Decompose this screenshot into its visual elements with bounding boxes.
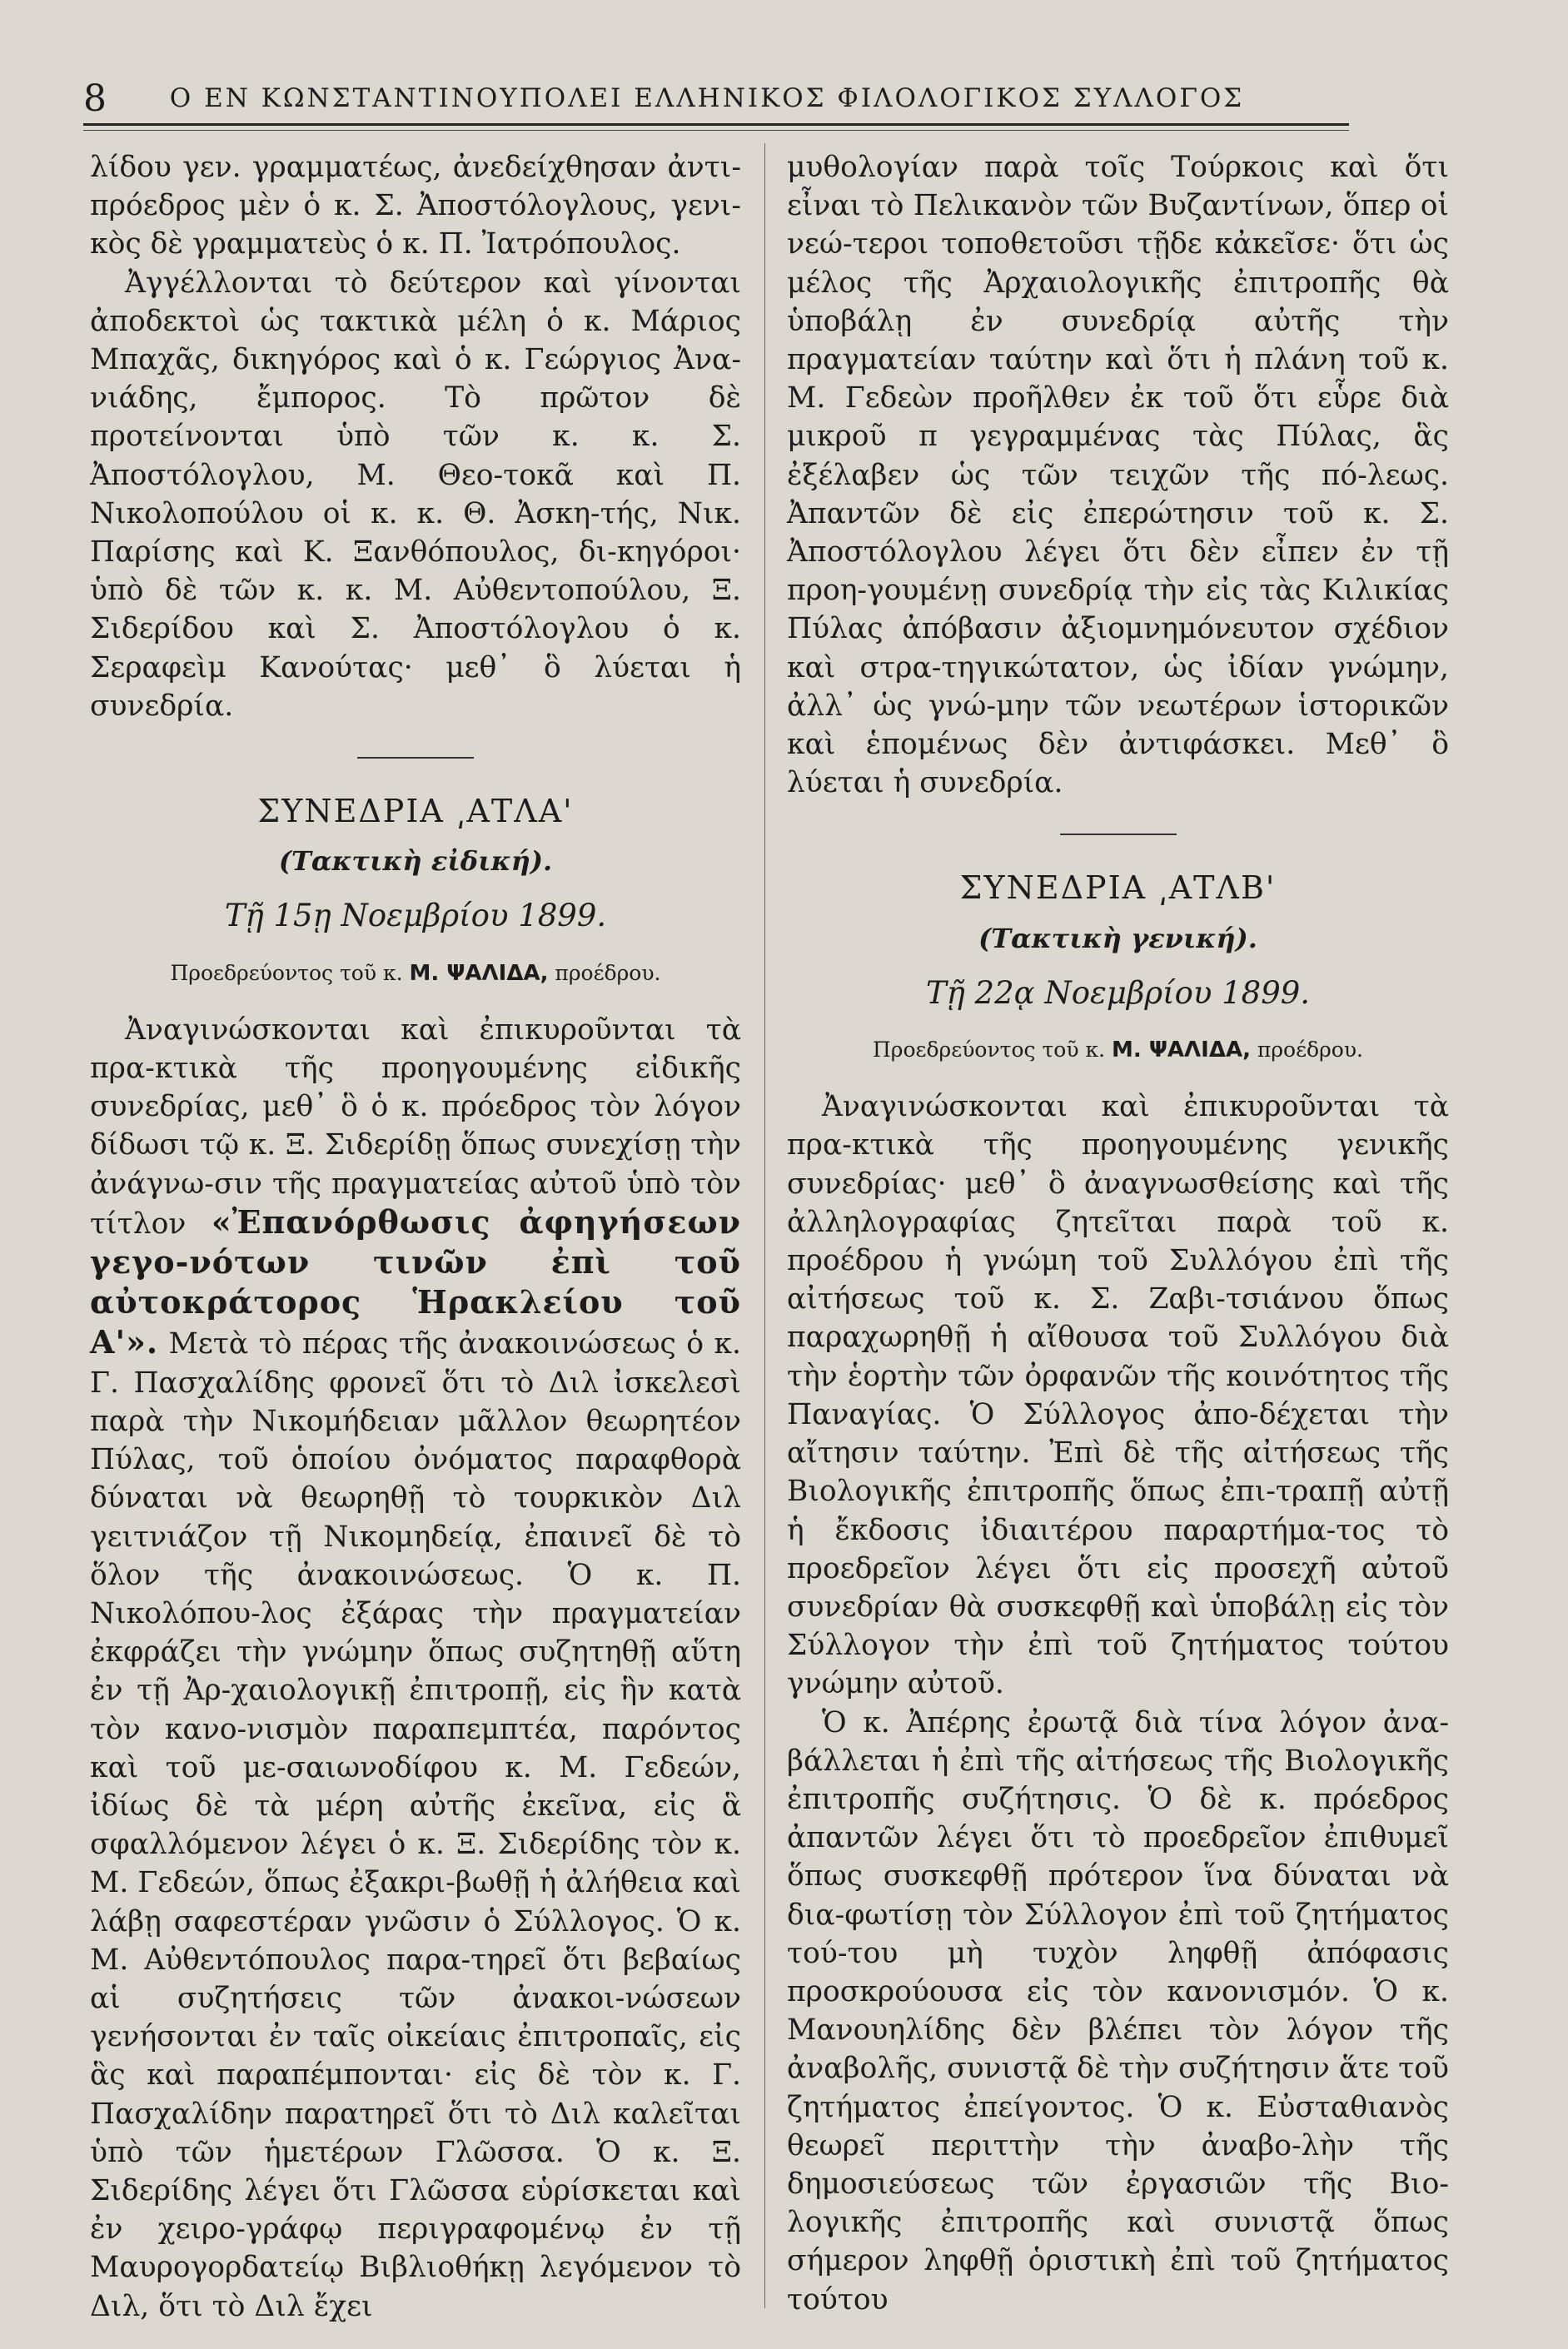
left-paragraph-1: λίδου γεν. γραμματέως, ἀνεδείχθησαν ἀντι-πρόεδρος μὲν ὁ κ. Σ. Ἀποστόλογλους, γενι-κὸς δὲ γραμματεὺς ὁ κ. Π. Ἰατρόπουλος. [90,151,741,261]
session-type: (Τακτικὴ εἰδική). [278,845,553,878]
chair-name: Μ. ΨΑΛΙΔΑ, [409,960,549,986]
chair-suffix: προέδρου. [1257,1038,1363,1063]
session-chair [90,954,741,993]
section-divider [1060,834,1177,835]
chair-name: Μ. ΨΑΛΙΔΑ, [1112,1038,1251,1063]
session-title: ΣΥΝΕΔΡΙΑ ͵ΑΤΛΒ' [959,869,1277,907]
session-type: (Τακτικὴ γενική). [978,922,1257,954]
page-header [83,73,1341,123]
left-column [90,148,741,2326]
chair-prefix: Προεδρεύοντος τοῦ κ. [873,1038,1106,1063]
right-paragraph-1: μυθολογίαν παρὰ τοῖς Τούρκοις καὶ ὅτι εἶναι τὸ Πελικανὸν τῶν Βυζαντίνων, ὅπερ οἱ νεώ-τεροι τοποθετοῦσι τῇδε κἀκεῖσε· ὅτι ὡς μέλος τῆς Ἀρχαιολογικῆς ἐπιτροπῆς θὰ ὑποβάλῃ ἐν συνεδρίᾳ αὐτῆς τὴν πραγματείαν ταύτην καὶ ὅτι ἡ πλάνη τοῦ κ. Μ. Γεδεὼν προῆλθεν ἐκ τοῦ ὅτι εὗρε διὰ μικροῦ π γεγραμμένας τὰς Πύλας, ἃς ἐξέλαβεν ὡς τῶν τειχῶν τῆς πό-λεως. Ἀπαντῶν δὲ εἰς ἐπερώτησιν τοῦ κ. Σ. Ἀποστόλογλου λέγει ὅτι δὲν εἶπεν ἐν τῇ προη-γουμένῃ συνεδρίᾳ τὴν εἰς τὰς Κιλικίας Πύλας ἀπόβασιν ἀξιομνημόνευτον σχέδιον καὶ στρα-τηγικώτατον, ὡς ἰδίαν γνώμην, ἀλλ᾽ ὡς γνώ-μην τῶν νεωτέρων ἱστορικῶν καὶ ἑπομένως δὲν ἀντιφάσκει. Μεθ᾽ ὃ λύεται ἡ συνεδρία. [787,151,1449,800]
header-rule [83,123,1349,126]
lecture-title: «Ἐπανόρθωσις ἀφηγήσεων γεγο-νότων τινῶν ἐπὶ τοῦ αὐτοκράτορος Ἡρακλείου τοῦ Α'». [90,1202,741,1361]
chair-prefix: Προεδρεύοντος τοῦ κ. [170,960,403,985]
session-title: ΣΥΝΕΔΡΙΑ ͵ΑΤΛΑ' [257,793,574,830]
column-divider [764,143,765,2308]
session-date: Τῇ 22ᾳ Νοεμβρίου 1899. [925,974,1311,1011]
left-paragraph-2: Ἀγγέλλονται τὸ δεύτερον καὶ γίνονται ἀποδεκτοὶ ὡς τακτικὰ μέλη ὁ κ. Μάριος Μπαχᾶς, δικηγόρος καὶ ὁ κ. Γεώργιος Ἀνα-νιάδης, ἔμπορος. Τὸ πρῶτον δὲ προτείνονται ὑπὸ τῶν κ. κ. Σ. Ἀποστόλογλου, Μ. Θεο-τοκᾶ καὶ Π. Νικολοπούλου οἱ κ. κ. Θ. Ἀσκη-τής, Νικ. Παρίσης καὶ Κ. Ξανθόπουλος, δι-κηγόροι· ὑπὸ δὲ τῶν κ. κ. Μ. Αὐθεντοπούλου, Ξ. Σιδερίδου καὶ Σ. Ἀποστόλογλου ὁ κ. Σεραφεὶμ Κανούτας· μεθ᾽ ὃ λύεται ἡ συνεδρία. [90,266,741,723]
section-divider [357,757,474,759]
session-chair [787,1031,1449,1069]
right-column [787,148,1449,2319]
running-title: Ο ΕΝ ΚΩΝΣΤΑΝΤΙΝΟΥΠΟΛΕΙ ΕΛΛΗΝΙΚΟΣ ΦΙΛΟΛΟΓΙΚΟΣ ΣΥΛΛΟΓΟΣ [169,83,1245,113]
header-rule-thin [83,130,1349,131]
left-body-paragraph [90,1011,741,2326]
right-body-paragraph-2: Ὁ κ. Ἀπέρης ἐρωτᾷ διὰ τίνα λόγον ἀνα-βάλλεται ἡ ἐπὶ τῆς αἰτήσεως τῆς Βιολογικῆς ἐπιτροπῆς συζήτησις. Ὁ δὲ κ. πρόεδρος ἀπαντῶν λέγει ὅτι τὸ προεδρεῖον ἐπιθυμεῖ ὅπως συσκεφθῇ πρότερον ἵνα δύναται νὰ δια-φωτίσῃ τὸν Σύλλογον ἐπὶ τοῦ ζητήματος τού-του μὴ τυχὸν ληφθῇ ἀπόφασις προσκρούουσα εἰς τὸν κανονισμόν. Ὁ κ. Μανουηλίδης δὲν βλέπει τὸν λόγον τῆς ἀναβολῆς, συνιστᾷ δὲ τὴν συζήτησιν ἅτε τοῦ ζητήματος ἐπείγοντος. Ὁ κ. Εὐσταθιανὸς θεωρεῖ περιττὴν τὴν ἀναβο-λὴν τῆς δημοσιεύσεως τῶν ἐργασιῶν τῆς Βιο-λογικῆς ἐπιτροπῆς καὶ συνιστᾷ ὅπως σήμερον ληφθῇ ὁριστικὴ ἐπὶ τοῦ ζητήματος τούτου [787,1705,1449,2317]
chair-suffix: προέδρου. [555,960,661,985]
left-body-text-1: Ἀναγινώσκονται καὶ ἐπικυροῦνται τὰ πρα-κτικὰ τῆς προηγουμένης εἰδικῆς συνεδρίας, μεθ᾽ ὃ ὁ κ. πρόεδρος τὸν λόγον δίδωσι τῷ κ. Ξ. Σιδερίδῃ ὅπως συνεχίσῃ τὴν ἀνάγνω-σιν τῆς πραγματείας αὐτοῦ ὑπὸ τὸν τίτλον [90,1013,741,1241]
left-body-text-2: Μετὰ τὸ πέρας τῆς ἀνακοινώσεως ὁ κ. Γ. Πασχαλίδης φρονεῖ ὅτι τὸ Διλ ἰσκελεσὶ παρὰ τὴν Νικομήδειαν μᾶλλον θεωρητέον Πύλας, τοῦ ὁποίου ὀνόματος παραφθορὰ δύναται νὰ θεωρηθῇ τὸ τουρκικὸν Διλ γειτνιάζον τῇ Νικομηδείᾳ, ἐπαινεῖ δὲ τὸ ὅλον τῆς ἀνακοινώσεως. Ὁ κ. Π. Νικολόπου-λος ἐξάρας τὴν πραγματείαν ἐκφράζει τὴν γνώμην ὅπως συζητηθῇ αὕτη ἐν τῇ Ἀρ-χαιολογικῇ ἐπιτροπῇ, εἰς ἣν κατὰ τὸν κανο-νισμὸν παραπεμπτέα, παρόντος καὶ τοῦ με-σαιωνοδίφου κ. Μ. Γεδεών, ἰδίως δὲ τὰ μέρη αὐτῆς ἐκεῖνα, εἰς ἃ σφαλλόμενον λέγει ὁ κ. Ξ. Σιδερίδης τὸν κ. Μ. Γεδεών, ὅπως ἐξακρι-βωθῇ ἡ ἀλήθεια καὶ λάβῃ σαφεστέραν γνῶσιν ὁ Σύλλογος. Ὁ κ. Μ. Αὐθεντόπουλος παρα-τηρεῖ ὅτι βεβαίως αἱ συζητήσεις τῶν ἀνακοι-νώσεων γενήσονται ἐν ταῖς οἰκείαις ἐπιτροπαῖς, εἰς ἃς καὶ παραπέμπονται· εἰς δὲ τὸν κ. Γ. Πασχαλίδην παρατηρεῖ ὅτι τὸ Διλ καλεῖται ὑπὸ τῶν ἡμετέρων Γλῶσσα. Ὁ κ. Ξ. Σιδερίδης λέγει ὅτι Γλῶσσα εὑρίσκεται καὶ ἐν χειρο-γράφῳ περιγραφομένῳ ἐν τῇ Μαυρογορδατείῳ Βιβλιοθήκῃ λεγόμενον τὸ Διλ, ὅτι τὸ Διλ ἔχει [90,1327,742,2323]
page-number: 8 [83,77,107,120]
right-body-paragraph-1: Ἀναγινώσκονται καὶ ἐπικυροῦνται τὰ πρα-κτικὰ τῆς προηγουμένης γενικῆς συνεδρίας· μεθ᾽ ὃ ἀναγνωσθείσης καὶ τῆς ἀλληλογραφίας ζητεῖται παρὰ τοῦ κ. προέδρου ἡ γνώμη τοῦ Συλλόγου ἐπὶ τῆς αἰτήσεως τοῦ κ. Σ. Ζαβι-τσιάνου ὅπως παραχωρηθῇ ἡ αἴθουσα τοῦ Συλλόγου διὰ τὴν ἑορτὴν τῶν ὀρφανῶν τῆς κοινότητος τῆς Παναγίας. Ὁ Σύλλογος ἀπο-δέχεται τὴν αἴτησιν ταύτην. Ἐπὶ δὲ τῆς αἰτήσεως τῆς Βιολογικῆς ἐπιτροπῆς ὅπως ἐπι-τραπῇ αὐτῇ ἡ ἔκδοσις ἰδιαιτέρου παραρτήμα-τος τὸ προεδρεῖον λέγει ὅτι εἰς προσεχῆ αὐτοῦ συνεδρίαν θὰ συσκεφθῇ καὶ ὑποβάλῃ εἰς τὸν Σύλλογον τὴν ἐπὶ τοῦ ζητήματος τούτου γνώμην αὐτοῦ. [787,1090,1449,1701]
session-date: Τῇ 15ῃ Νοεμβρίου 1899. [224,898,607,934]
